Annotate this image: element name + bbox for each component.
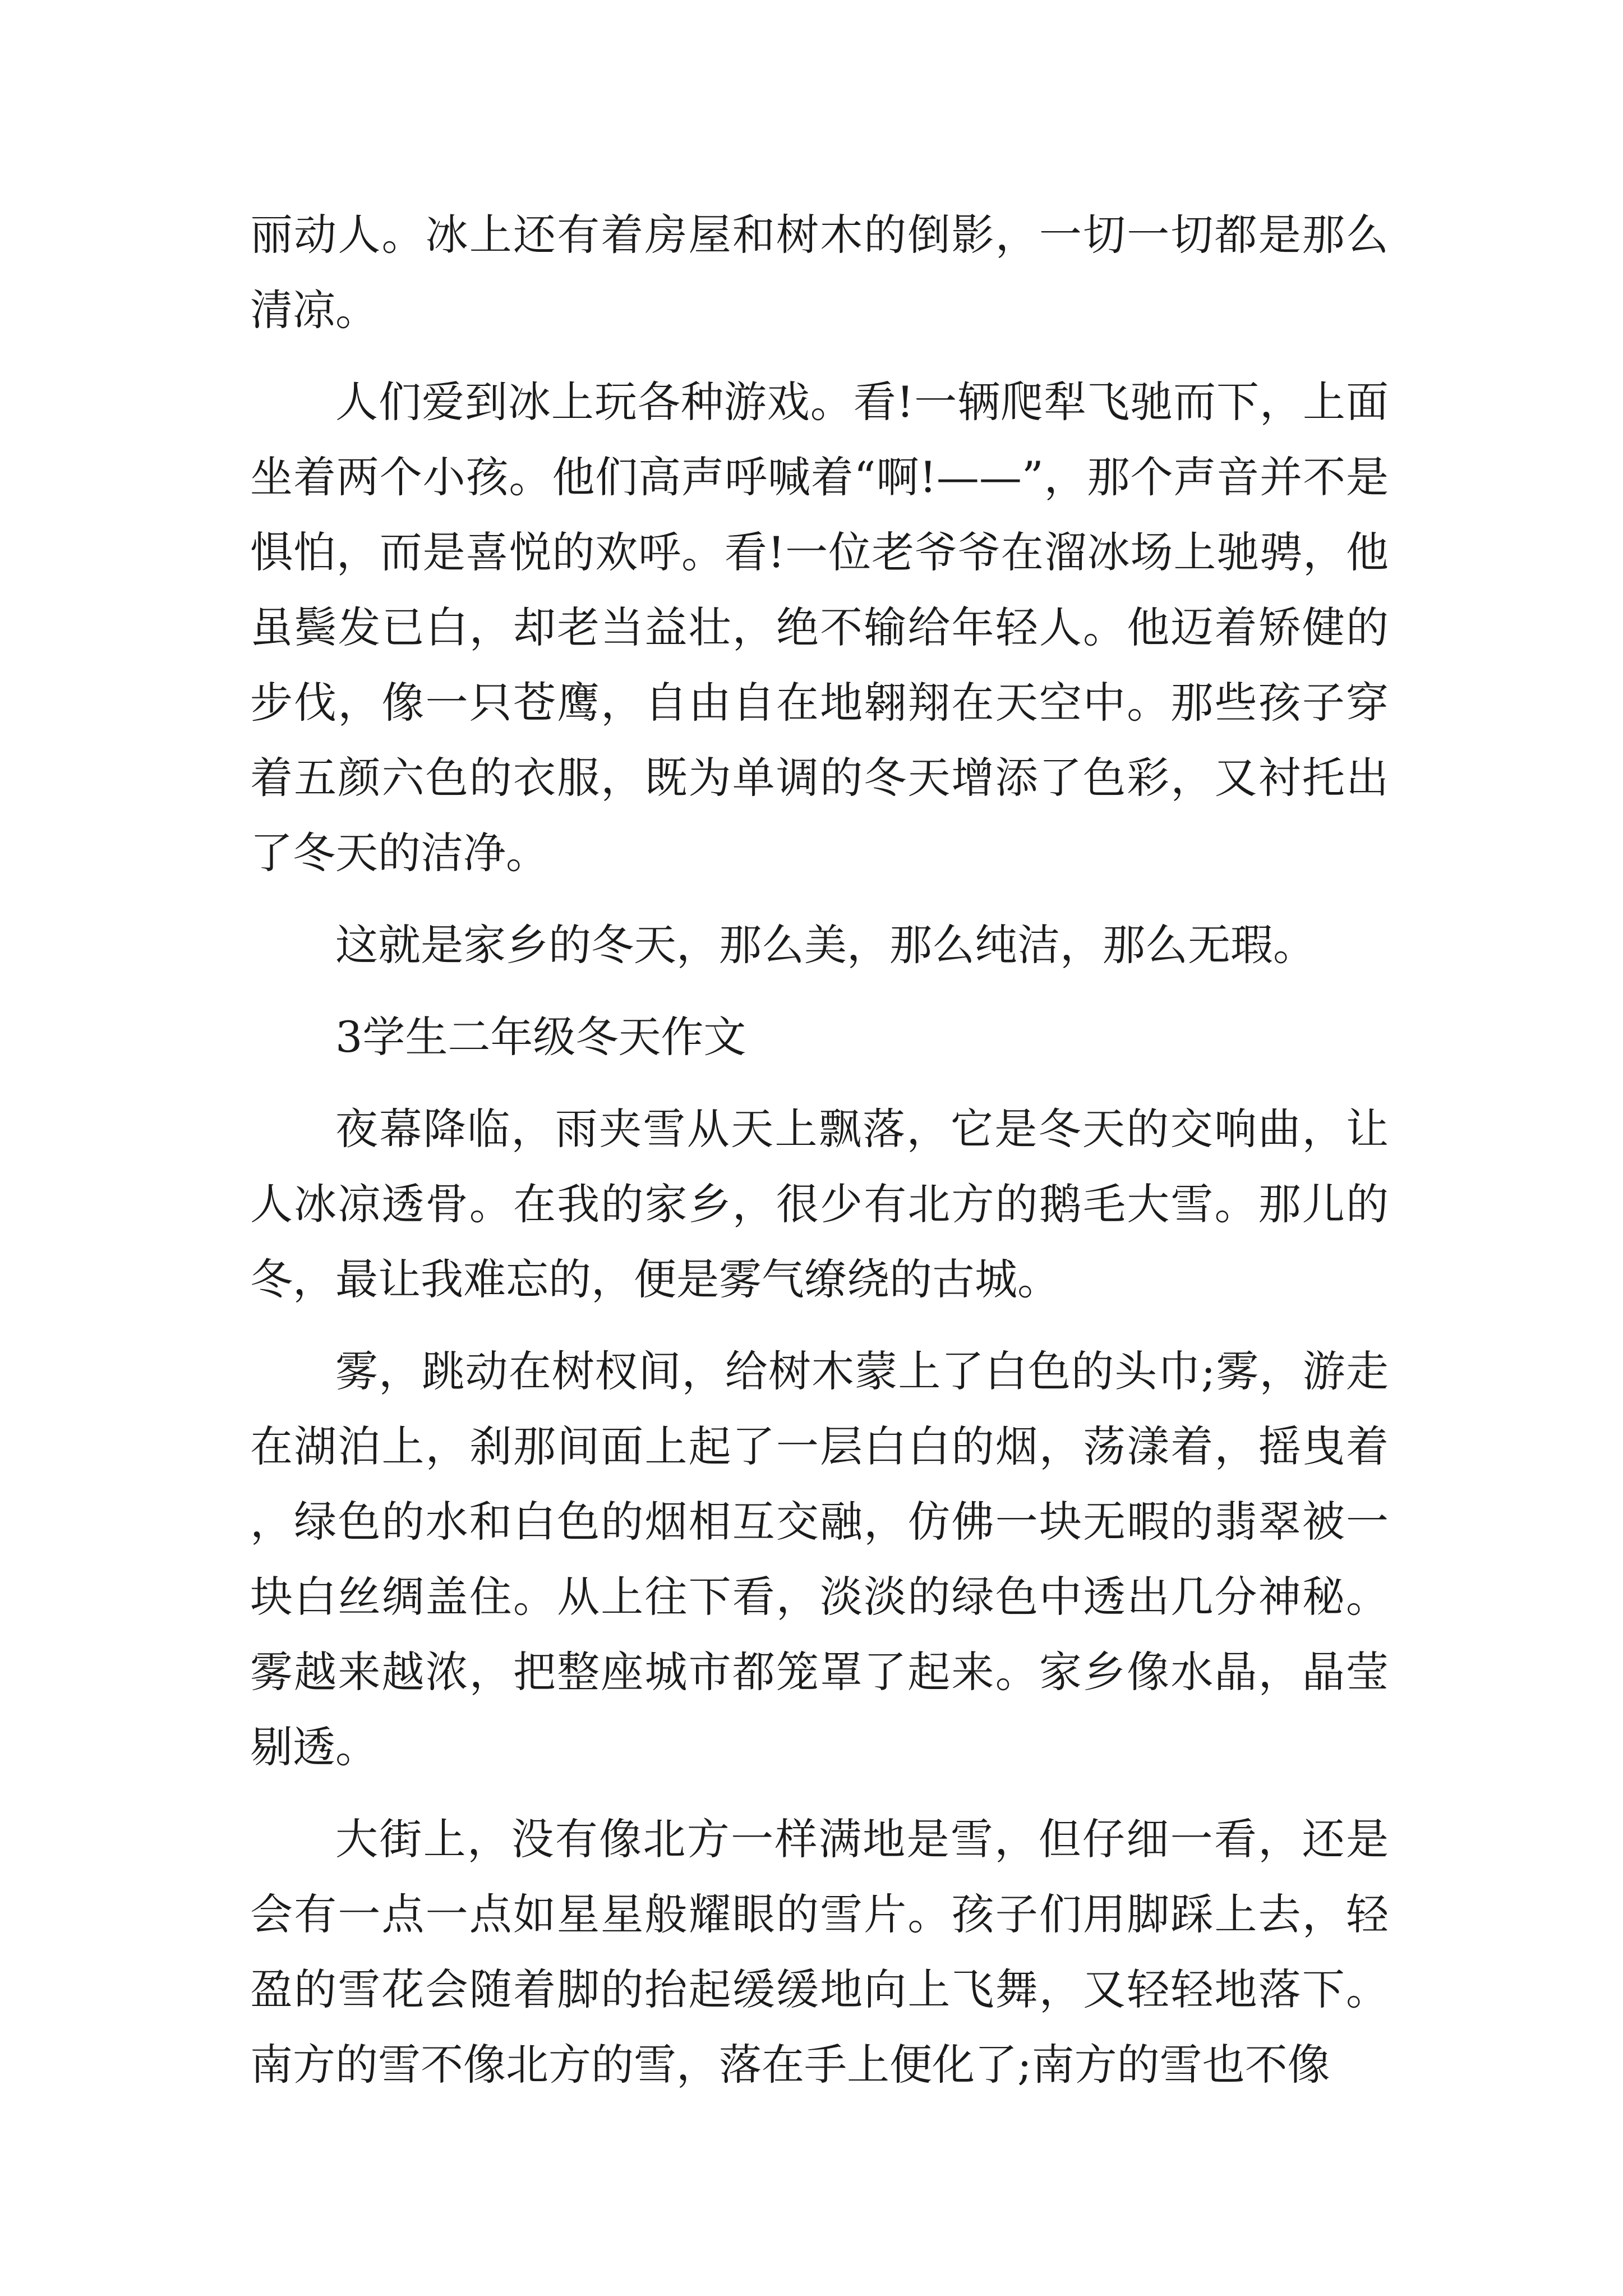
paragraph-nightfall: 夜幕降临，雨夹雪从天上飘落，它是冬天的交响曲，让人冰凉透骨。在我的家乡，很少有北方的鹅毛大雪。那儿的冬，最让我难忘的，便是雾气缭绕的古城。: [250, 1104, 1389, 1304]
paragraph-hometown-winter: 这就是家乡的冬天，那么美，那么纯洁，那么无瑕。: [335, 920, 1316, 970]
paragraph-street-snow: 大街上，没有像北方一样满地是雪，但仔细一看，还是会有一点一点如星星般耀眼的雪片。孩子们用脚踩上去，轻盈的雪花会随着脚的抬起缓缓地向上飞舞，又轻轻地落下。南方的雪不像北方的雪，落在手上便化了;南方的雪也不像: [250, 1814, 1389, 2090]
paragraph-continued: 丽动人。冰上还有着房屋和树木的倒影，一切一切都是那么清凉。: [250, 210, 1389, 335]
section-heading: 3学生二年级冬天作文: [335, 1012, 746, 1062]
paragraph-ice-games: 人们爱到冰上玩各种游戏。看!一辆爬犁飞驰而下，上面坐着两个小孩。他们高声呼喊着“啊!——”，那个声音并不是惧怕，而是喜悦的欢呼。看!一位老爷爷在溜冰场上驰骋，他虽鬓发已白，却老当益壮，绝不输给年轻人。他迈着矫健的步伐，像一只苍鹰，自由自在地翱翔在天空中。那些孩子穿着五颜六色的衣服，既为单调的冬天增添了色彩，又衬托出了冬天的洁净。: [250, 377, 1389, 878]
paragraph-fog: 雾，跳动在树杈间，给树木蒙上了白色的头巾;雾，游走在湖泊上，刹那间面上起了一层白白的烟，荡漾着，摇曳着，绿色的水和白色的烟相互交融，仿佛一块无暇的翡翠被一块白丝绸盖住。从上往下看，淡淡的绿色中透出几分神秘。雾越来越浓，把整座城市都笼罩了起来。家乡像水晶，晶莹剔透。: [250, 1346, 1389, 1772]
document-body: [250, 197, 1389, 2119]
